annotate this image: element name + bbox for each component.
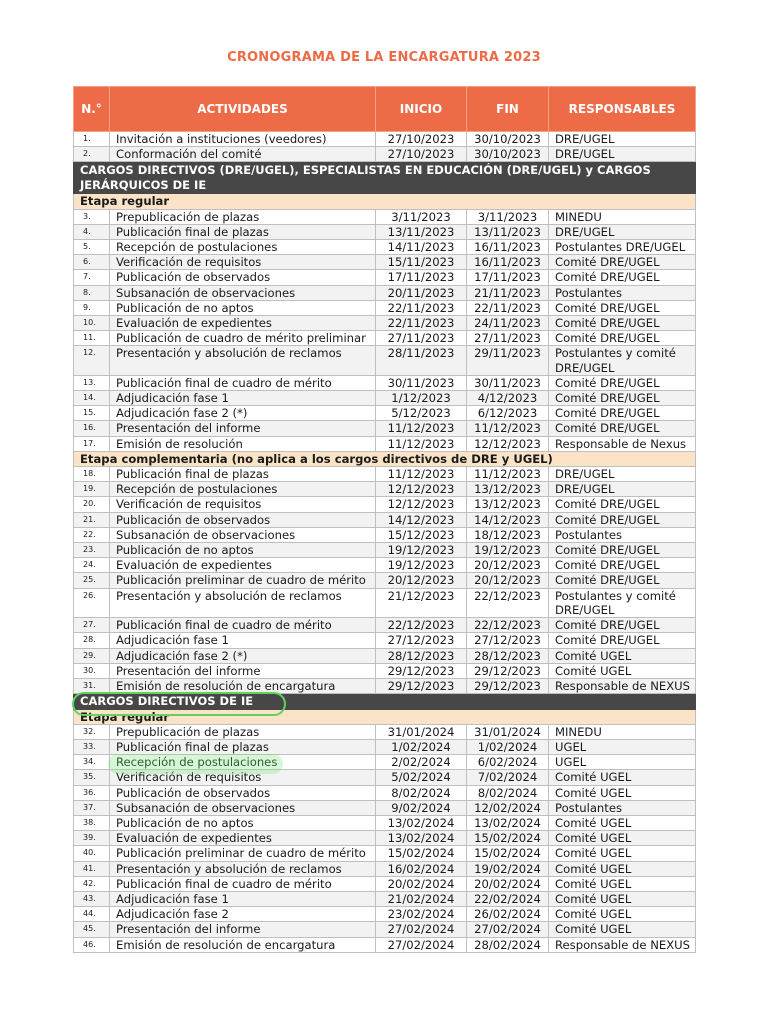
table-row — [74, 209, 696, 224]
end-date-cell: 16/11/2023 — [467, 240, 549, 255]
start-date-cell: 14/12/2023 — [376, 512, 467, 527]
row-number: 2. — [74, 147, 110, 162]
end-date-cell: 30/10/2023 — [467, 132, 549, 147]
row-number: 27. — [74, 618, 110, 633]
activity-cell: Adjudicación fase 2 (*) — [110, 648, 376, 663]
start-date-cell: 28/12/2023 — [376, 648, 467, 663]
start-date-cell: 28/11/2023 — [376, 346, 467, 375]
row-number: 16. — [74, 421, 110, 436]
row-number: 28. — [74, 633, 110, 648]
end-date-cell: 17/11/2023 — [467, 270, 549, 285]
row-number: 35. — [74, 770, 110, 785]
row-number: 25. — [74, 573, 110, 588]
responsible-cell: Comité DRE/UGEL — [549, 633, 696, 648]
activity-cell: Evaluación de expedientes — [110, 316, 376, 331]
activity-cell: Publicación final de cuadro de mérito — [110, 375, 376, 390]
row-number: 10. — [74, 316, 110, 331]
end-date-cell: 22/11/2023 — [467, 300, 549, 315]
responsible-cell: Postulantes y comité DRE/UGEL — [549, 588, 696, 617]
row-number: 14. — [74, 391, 110, 406]
row-number: 13. — [74, 375, 110, 390]
end-date-cell: 6/02/2024 — [467, 755, 549, 770]
schedule-table — [73, 86, 696, 953]
end-date-cell: 13/11/2023 — [467, 224, 549, 239]
table-row — [74, 861, 696, 876]
row-number: 26. — [74, 588, 110, 617]
start-date-cell: 1/12/2023 — [376, 391, 467, 406]
start-date-cell: 22/11/2023 — [376, 316, 467, 331]
row-number: 31. — [74, 678, 110, 693]
activity-cell: Prepublicación de plazas — [110, 209, 376, 224]
start-date-cell: 9/02/2024 — [376, 800, 467, 815]
activity-cell: Subsanación de observaciones — [110, 800, 376, 815]
start-date-cell: 30/11/2023 — [376, 375, 467, 390]
table-row — [74, 846, 696, 861]
activity-cell: Publicación de observados — [110, 785, 376, 800]
table-row — [74, 467, 696, 482]
table-row — [74, 678, 696, 693]
start-date-cell: 23/02/2024 — [376, 907, 467, 922]
end-date-cell: 28/02/2024 — [467, 937, 549, 952]
activity-cell: Verificación de requisitos — [110, 770, 376, 785]
end-date-cell: 30/10/2023 — [467, 147, 549, 162]
end-date-cell: 1/02/2024 — [467, 740, 549, 755]
responsible-cell: Comité DRE/UGEL — [549, 406, 696, 421]
responsible-cell: Responsable de NEXUS — [549, 937, 696, 952]
activity-cell: Publicación final de plazas — [110, 467, 376, 482]
start-date-cell: 11/12/2023 — [376, 467, 467, 482]
activity-cell: Publicación final de plazas — [110, 224, 376, 239]
table-row — [74, 512, 696, 527]
row-number: 45. — [74, 922, 110, 937]
start-date-cell: 27/02/2024 — [376, 937, 467, 952]
start-date-cell: 20/11/2023 — [376, 285, 467, 300]
table-header-row — [74, 87, 696, 132]
end-date-cell: 28/12/2023 — [467, 648, 549, 663]
row-number: 34. — [74, 755, 110, 770]
start-date-cell: 29/12/2023 — [376, 678, 467, 693]
start-date-cell: 19/12/2023 — [376, 543, 467, 558]
start-date-cell: 13/02/2024 — [376, 831, 467, 846]
table-row — [74, 132, 696, 147]
end-date-cell: 26/02/2024 — [467, 907, 549, 922]
responsible-cell: Comité DRE/UGEL — [549, 331, 696, 346]
activity-cell: Publicación de observados — [110, 270, 376, 285]
end-date-cell: 13/12/2023 — [467, 497, 549, 512]
end-date-cell: 22/12/2023 — [467, 618, 549, 633]
row-number: 8. — [74, 285, 110, 300]
end-date-cell: 4/12/2023 — [467, 391, 549, 406]
start-date-cell: 13/02/2024 — [376, 816, 467, 831]
stage-header — [74, 451, 696, 466]
responsible-cell: Comité DRE/UGEL — [549, 375, 696, 390]
table-row — [74, 770, 696, 785]
activity-cell: Prepublicación de plazas — [110, 724, 376, 739]
responsible-cell: Responsable de Nexus — [549, 436, 696, 451]
header-responsible: RESPONSABLES — [549, 87, 696, 132]
row-number: 1. — [74, 132, 110, 147]
row-number: 22. — [74, 527, 110, 542]
responsible-cell: DRE/UGEL — [549, 482, 696, 497]
table-row — [74, 724, 696, 739]
responsible-cell: Postulantes y comité DRE/UGEL — [549, 346, 696, 375]
start-date-cell: 15/12/2023 — [376, 527, 467, 542]
activity-cell: Invitación a instituciones (veedores) — [110, 132, 376, 147]
row-number: 46. — [74, 937, 110, 952]
table-row — [74, 800, 696, 815]
start-date-cell: 14/11/2023 — [376, 240, 467, 255]
responsible-cell: Comité UGEL — [549, 663, 696, 678]
end-date-cell: 19/12/2023 — [467, 543, 549, 558]
end-date-cell: 20/12/2023 — [467, 573, 549, 588]
table-row — [74, 270, 696, 285]
activity-cell: Publicación final de plazas — [110, 740, 376, 755]
responsible-cell: MINEDU — [549, 724, 696, 739]
header-activity: ACTIVIDADES — [110, 87, 376, 132]
end-date-cell: 29/11/2023 — [467, 346, 549, 375]
table-row — [74, 316, 696, 331]
table-row — [74, 482, 696, 497]
start-date-cell: 15/02/2024 — [376, 846, 467, 861]
responsible-cell: Comité DRE/UGEL — [549, 558, 696, 573]
end-date-cell: 29/12/2023 — [467, 663, 549, 678]
table-row — [74, 740, 696, 755]
end-date-cell: 19/02/2024 — [467, 861, 549, 876]
start-date-cell: 21/02/2024 — [376, 892, 467, 907]
responsible-cell: Postulantes — [549, 800, 696, 815]
start-date-cell: 27/12/2023 — [376, 633, 467, 648]
end-date-cell: 8/02/2024 — [467, 785, 549, 800]
end-date-cell: 15/02/2024 — [467, 831, 549, 846]
activity-cell: Publicación de no aptos — [110, 543, 376, 558]
end-date-cell: 6/12/2023 — [467, 406, 549, 421]
responsible-cell: Comité DRE/UGEL — [549, 255, 696, 270]
activity-cell: Presentación y absolución de reclamos — [110, 346, 376, 375]
row-number: 21. — [74, 512, 110, 527]
responsible-cell: Comité DRE/UGEL — [549, 543, 696, 558]
header-start: INICIO — [376, 87, 467, 132]
activity-cell: Emisión de resolución — [110, 436, 376, 451]
row-number: 23. — [74, 543, 110, 558]
start-date-cell: 22/12/2023 — [376, 618, 467, 633]
end-date-cell: 12/02/2024 — [467, 800, 549, 815]
start-date-cell: 31/01/2024 — [376, 724, 467, 739]
end-date-cell: 21/11/2023 — [467, 285, 549, 300]
start-date-cell: 22/11/2023 — [376, 300, 467, 315]
row-number: 33. — [74, 740, 110, 755]
end-date-cell: 27/12/2023 — [467, 633, 549, 648]
end-date-cell: 30/11/2023 — [467, 375, 549, 390]
responsible-cell: Comité UGEL — [549, 922, 696, 937]
row-number: 7. — [74, 270, 110, 285]
activity-cell: Presentación del informe — [110, 922, 376, 937]
start-date-cell: 13/11/2023 — [376, 224, 467, 239]
table-row — [74, 588, 696, 617]
table-row — [74, 558, 696, 573]
activity-cell: Adjudicación fase 1 — [110, 391, 376, 406]
header-num: N.° — [74, 87, 110, 132]
table-row — [74, 755, 696, 770]
end-date-cell: 24/11/2023 — [467, 316, 549, 331]
activity-cell: Evaluación de expedientes — [110, 558, 376, 573]
table-row — [74, 618, 696, 633]
activity-cell: Adjudicación fase 1 — [110, 633, 376, 648]
start-date-cell: 3/11/2023 — [376, 209, 467, 224]
table-row — [74, 543, 696, 558]
row-number: 9. — [74, 300, 110, 315]
responsible-cell: Comité UGEL — [549, 892, 696, 907]
activity-cell: Adjudicación fase 1 — [110, 892, 376, 907]
end-date-cell: 14/12/2023 — [467, 512, 549, 527]
responsible-cell: Comité UGEL — [549, 907, 696, 922]
row-number: 12. — [74, 346, 110, 375]
activity-cell: Verificación de requisitos — [110, 255, 376, 270]
row-number: 19. — [74, 482, 110, 497]
header-end: FIN — [467, 87, 549, 132]
start-date-cell: 20/12/2023 — [376, 573, 467, 588]
start-date-cell: 1/02/2024 — [376, 740, 467, 755]
start-date-cell: 27/10/2023 — [376, 132, 467, 147]
activity-cell: Publicación final de cuadro de mérito — [110, 618, 376, 633]
row-number: 42. — [74, 876, 110, 891]
responsible-cell: Comité DRE/UGEL — [549, 300, 696, 315]
start-date-cell: 27/11/2023 — [376, 331, 467, 346]
row-number: 5. — [74, 240, 110, 255]
responsible-cell: UGEL — [549, 755, 696, 770]
responsible-cell: Comité DRE/UGEL — [549, 497, 696, 512]
end-date-cell: 11/12/2023 — [467, 421, 549, 436]
activity-cell: Emisión de resolución de encargatura — [110, 937, 376, 952]
activity-cell: Emisión de resolución de encargatura — [110, 678, 376, 693]
responsible-cell: Comité UGEL — [549, 770, 696, 785]
table-row — [74, 663, 696, 678]
activity-cell: Publicación de observados — [110, 512, 376, 527]
responsible-cell: Comité UGEL — [549, 831, 696, 846]
table-row — [74, 876, 696, 891]
page-title: CRONOGRAMA DE LA ENCARGATURA 2023 — [227, 50, 541, 65]
row-number: 17. — [74, 436, 110, 451]
responsible-cell: Postulantes — [549, 285, 696, 300]
table-row — [74, 436, 696, 451]
end-date-cell: 31/01/2024 — [467, 724, 549, 739]
stage-header — [74, 194, 696, 209]
table-row — [74, 633, 696, 648]
end-date-cell: 20/12/2023 — [467, 558, 549, 573]
end-date-cell: 27/02/2024 — [467, 922, 549, 937]
end-date-cell: 13/12/2023 — [467, 482, 549, 497]
row-number: 24. — [74, 558, 110, 573]
row-number: 44. — [74, 907, 110, 922]
responsible-cell: Comité DRE/UGEL — [549, 573, 696, 588]
activity-cell: Subsanación de observaciones — [110, 527, 376, 542]
responsible-cell: Comité DRE/UGEL — [549, 512, 696, 527]
start-date-cell: 21/12/2023 — [376, 588, 467, 617]
responsible-cell: MINEDU — [549, 209, 696, 224]
end-date-cell: 11/12/2023 — [467, 467, 549, 482]
start-date-cell: 11/12/2023 — [376, 421, 467, 436]
start-date-cell: 20/02/2024 — [376, 876, 467, 891]
activity-cell: Subsanación de observaciones — [110, 285, 376, 300]
activity-cell: Publicación preliminar de cuadro de mérito — [110, 846, 376, 861]
row-number: 40. — [74, 846, 110, 861]
table-row — [74, 497, 696, 512]
end-date-cell: 20/02/2024 — [467, 876, 549, 891]
activity-cell: Publicación de no aptos — [110, 300, 376, 315]
row-number: 32. — [74, 724, 110, 739]
row-number: 43. — [74, 892, 110, 907]
responsible-cell: Comité UGEL — [549, 861, 696, 876]
responsible-cell: Comité DRE/UGEL — [549, 421, 696, 436]
end-date-cell: 22/12/2023 — [467, 588, 549, 617]
stage-header — [74, 709, 696, 724]
start-date-cell: 12/12/2023 — [376, 482, 467, 497]
row-number: 20. — [74, 497, 110, 512]
table-row — [74, 831, 696, 846]
start-date-cell: 11/12/2023 — [376, 436, 467, 451]
section-header-label: CARGOS DIRECTIVOS DE IE — [74, 694, 696, 710]
table-row — [74, 375, 696, 390]
table-row — [74, 300, 696, 315]
end-date-cell: 22/02/2024 — [467, 892, 549, 907]
stage-header-label: Etapa regular — [74, 194, 696, 209]
row-number: 36. — [74, 785, 110, 800]
end-date-cell: 7/02/2024 — [467, 770, 549, 785]
start-date-cell: 27/10/2023 — [376, 147, 467, 162]
stage-header-label: Etapa complementaria (no aplica a los cargos directivos de DRE y UGEL) — [74, 451, 696, 466]
table-row — [74, 255, 696, 270]
end-date-cell: 12/12/2023 — [467, 436, 549, 451]
activity-cell: Publicación preliminar de cuadro de mérito — [110, 573, 376, 588]
stage-header-label: Etapa regular — [74, 709, 696, 724]
row-number: 39. — [74, 831, 110, 846]
activity-cell: Evaluación de expedientes — [110, 831, 376, 846]
responsible-cell: Comité UGEL — [549, 816, 696, 831]
responsible-cell: Comité DRE/UGEL — [549, 618, 696, 633]
activity-cell: Adjudicación fase 2 (*) — [110, 406, 376, 421]
responsible-cell: Comité DRE/UGEL — [549, 391, 696, 406]
responsible-cell: Comité UGEL — [549, 785, 696, 800]
table-body — [74, 132, 696, 953]
responsible-cell: Responsable de NEXUS — [549, 678, 696, 693]
row-number: 38. — [74, 816, 110, 831]
table-row — [74, 240, 696, 255]
table-row — [74, 892, 696, 907]
row-number: 18. — [74, 467, 110, 482]
end-date-cell: 29/12/2023 — [467, 678, 549, 693]
section-header — [74, 162, 696, 194]
end-date-cell: 16/11/2023 — [467, 255, 549, 270]
start-date-cell: 5/02/2024 — [376, 770, 467, 785]
start-date-cell: 5/12/2023 — [376, 406, 467, 421]
start-date-cell: 19/12/2023 — [376, 558, 467, 573]
table-row — [74, 421, 696, 436]
responsible-cell: DRE/UGEL — [549, 132, 696, 147]
end-date-cell: 27/11/2023 — [467, 331, 549, 346]
start-date-cell: 16/02/2024 — [376, 861, 467, 876]
activity-cell: Presentación y absolución de reclamos — [110, 861, 376, 876]
table-row — [74, 907, 696, 922]
start-date-cell: 2/02/2024 — [376, 755, 467, 770]
start-date-cell: 12/12/2023 — [376, 497, 467, 512]
start-date-cell: 8/02/2024 — [376, 785, 467, 800]
row-number: 15. — [74, 406, 110, 421]
responsible-cell: DRE/UGEL — [549, 224, 696, 239]
start-date-cell: 29/12/2023 — [376, 663, 467, 678]
activity-cell: Recepción de postulaciones — [110, 240, 376, 255]
row-number: 30. — [74, 663, 110, 678]
responsible-cell: Comité UGEL — [549, 648, 696, 663]
table-row — [74, 527, 696, 542]
responsible-cell: UGEL — [549, 740, 696, 755]
activity-cell: Recepción de postulaciones — [110, 755, 376, 770]
activity-cell: Conformación del comité — [110, 147, 376, 162]
responsible-cell: Postulantes — [549, 527, 696, 542]
table-row — [74, 224, 696, 239]
section-header — [74, 694, 696, 710]
responsible-cell: DRE/UGEL — [549, 467, 696, 482]
start-date-cell: 27/02/2024 — [376, 922, 467, 937]
responsible-cell: Comité UGEL — [549, 876, 696, 891]
activity-cell: Presentación del informe — [110, 663, 376, 678]
table-row — [74, 406, 696, 421]
end-date-cell: 18/12/2023 — [467, 527, 549, 542]
row-number: 29. — [74, 648, 110, 663]
end-date-cell: 15/02/2024 — [467, 846, 549, 861]
row-number: 11. — [74, 331, 110, 346]
activity-cell: Adjudicación fase 2 — [110, 907, 376, 922]
activity-cell: Presentación y absolución de reclamos — [110, 588, 376, 617]
table-row — [74, 816, 696, 831]
responsible-cell: Comité DRE/UGEL — [549, 316, 696, 331]
row-number: 4. — [74, 224, 110, 239]
table-row — [74, 922, 696, 937]
row-number: 37. — [74, 800, 110, 815]
responsible-cell: DRE/UGEL — [549, 147, 696, 162]
activity-cell: Publicación de cuadro de mérito preliminar — [110, 331, 376, 346]
section-header-label: CARGOS DIRECTIVOS (DRE/UGEL), ESPECIALISTAS EN EDUCACIÓN (DRE/UGEL) y CARGOS JERÁRQUICOS DE IE — [74, 162, 696, 194]
row-number: 6. — [74, 255, 110, 270]
activity-cell: Recepción de postulaciones — [110, 482, 376, 497]
activity-cell: Verificación de requisitos — [110, 497, 376, 512]
end-date-cell: 3/11/2023 — [467, 209, 549, 224]
table-row — [74, 346, 696, 375]
table-row — [74, 285, 696, 300]
activity-cell: Publicación de no aptos — [110, 816, 376, 831]
table-row — [74, 147, 696, 162]
table-row — [74, 937, 696, 952]
table-row — [74, 391, 696, 406]
row-number: 3. — [74, 209, 110, 224]
row-number: 41. — [74, 861, 110, 876]
responsible-cell: Comité UGEL — [549, 846, 696, 861]
activity-cell: Presentación del informe — [110, 421, 376, 436]
end-date-cell: 13/02/2024 — [467, 816, 549, 831]
responsible-cell: Comité DRE/UGEL — [549, 270, 696, 285]
table-row — [74, 785, 696, 800]
activity-cell: Publicación final de cuadro de mérito — [110, 876, 376, 891]
start-date-cell: 17/11/2023 — [376, 270, 467, 285]
responsible-cell: Postulantes DRE/UGEL — [549, 240, 696, 255]
table-row — [74, 573, 696, 588]
start-date-cell: 15/11/2023 — [376, 255, 467, 270]
table-row — [74, 648, 696, 663]
table-row — [74, 331, 696, 346]
